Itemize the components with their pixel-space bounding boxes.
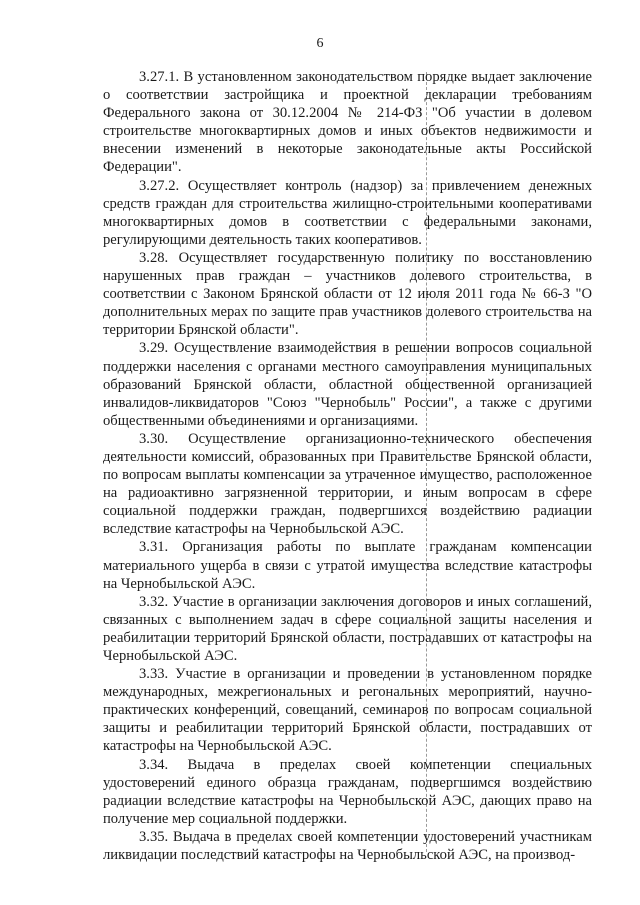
paragraph-3-29: 3.29. Осуществление взаимодействия в решении вопросов социальной поддержки населения с органами местного самоуправления муниципальных образований Брянской области, областной общественной организацией инвалидов-ликвидаторов "Союз "Чернобыль" России", а также с другими общественными объединениями и организациями. — [103, 340, 592, 429]
paragraph-3-34: 3.34. Выдача в пределах своей компетенции специальных удостоверений единого образца гражданам, подвергшимся воздействию радиации вследствие катастрофы на Чернобыльской АЭС, дающих право на получение мер социальной поддержки. — [103, 756, 592, 827]
paragraph-3-33: 3.33. Участие в организации и проведении в установленном порядке международных, межрегиональных и регональных мероприятий, научно-практических конференций, совещаний, семинаров по вопросам социальной защиты и реабилитации территорий Брянской области, пострадавших от катастрофы на Чернобыльской АЭС. — [103, 666, 592, 755]
paragraph-3-31: 3.31. Организация работы по выплате гражданам компенсации материального ущерба в связи с утратой имущества вследствие катастрофы на Чернобыльской АЭС. — [103, 539, 592, 592]
paragraph-3-30: 3.30. Осуществление организационно-технического обеспечения деятельности комиссий, образованных при Правительстве Брянской области, по вопросам выплаты компенсации за утраченное имущество, расположенное на радиоактивно загрязненной территории, и иным вопросам в сфере социальной поддержки граждан, подвергшихся воздействию радиации вследствие катастрофы на Чернобыльской АЭС. — [103, 430, 592, 538]
document-body — [103, 68, 592, 864]
paragraph-3-27-1: 3.27.1. В установленном законодательством порядке выдает заключение о соответствии застройщика и проектной декларации требованиям Федерального закона от 30.12.2004 № 214-ФЗ "Об участии в долевом строительстве многоквартирных домов и иных объектов недвижимости и внесении изменений в некоторые законодательные акты Российской Федерации". — [103, 69, 592, 176]
page-number: 6 — [316, 36, 324, 51]
paragraph-3-32: 3.32. Участие в организации заключения договоров и иных соглашений, связанных с выполнением задач в сфере социальной защиты населения и реабилитации территорий Брянской области, пострадавших от катастрофы на Чернобыльской АЭС. — [103, 593, 592, 664]
paragraph-3-28: 3.28. Осуществляет государственную политику по восстановлению нарушенных прав граждан – участников долевого строительства, в соответствии с Законом Брянской области от 12 июля 2011 года № 66-З "О дополнительных мерах по защите прав участников долевого строительства на территории Брянской области". — [103, 249, 592, 339]
paragraph-3-27-2: 3.27.2. Осуществляет контроль (надзор) за привлечением денежных средств граждан для строительства жилищно-строительными кооперативами многоквартирных домов в соответствии с федеральными законами, регулирующими деятельность таких кооперативов. — [103, 177, 592, 248]
paragraph-3-35: 3.35. Выдача в пределах своей компетенции удостоверений участникам ликвидации последствий катастрофы на Чернобыльской АЭС, на производ- — [103, 828, 592, 864]
